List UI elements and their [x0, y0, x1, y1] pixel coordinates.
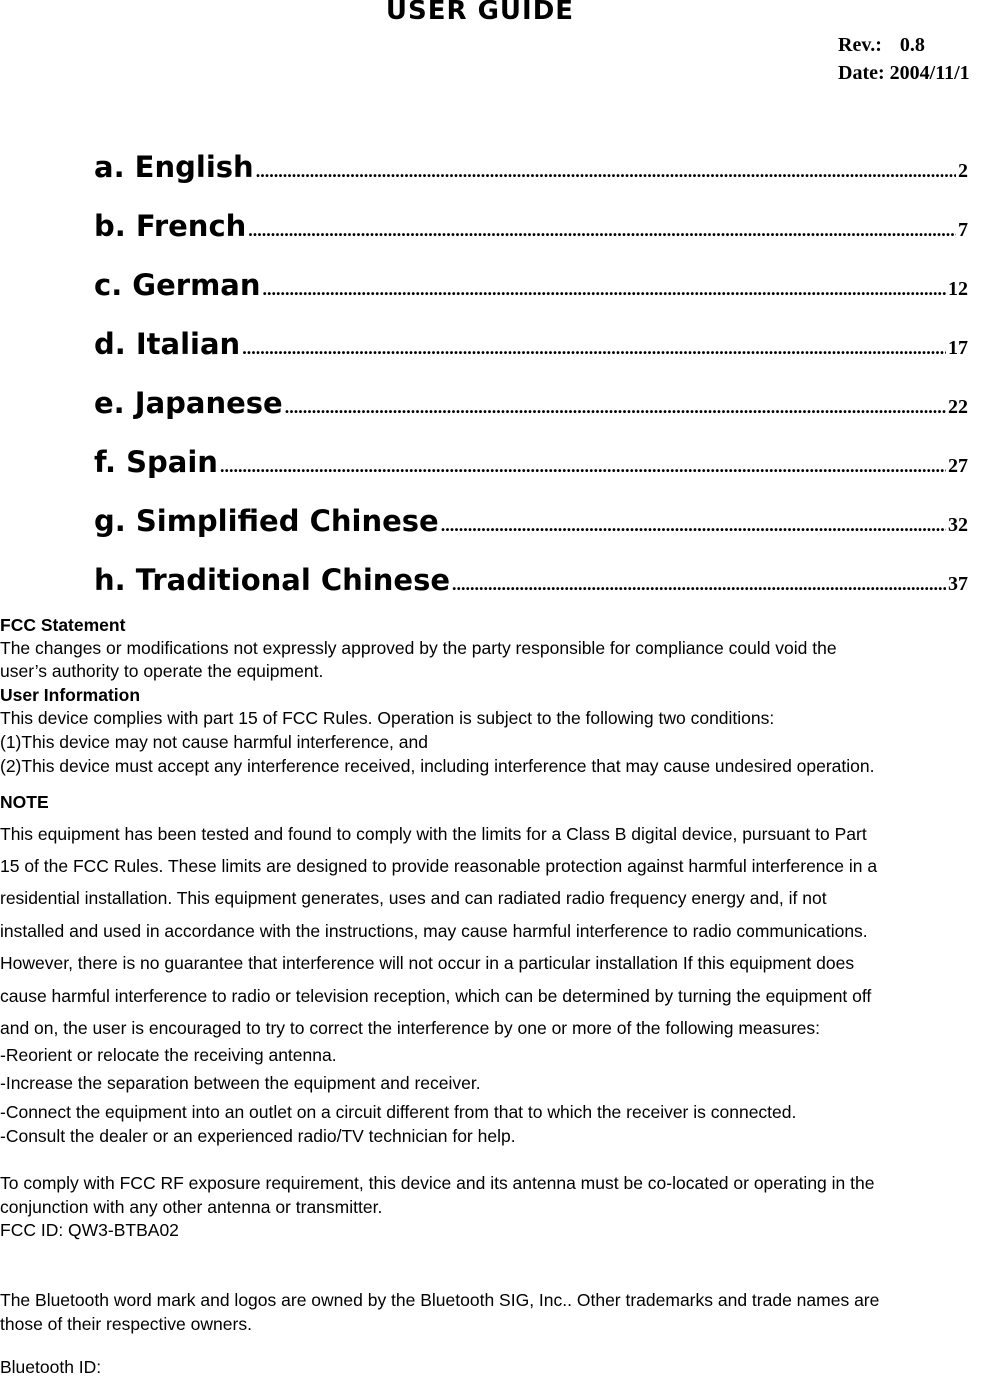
- toc-item-german[interactable]: c. German ..... 12: [94, 268, 968, 327]
- note-heading: NOTE: [0, 792, 49, 812]
- revision-value: 0.8: [899, 34, 925, 56]
- note-measure: -Consult the dealer or an experienced radio/TV technician for help.: [0, 1126, 516, 1146]
- note-measure: -Reorient or relocate the receiving antenna.: [0, 1045, 337, 1065]
- page-title: USER GUIDE: [385, 0, 575, 26]
- note-line: This equipment has been tested and found to comply with the limits for a Class B digital device, pursuant to Part: [0, 824, 867, 844]
- note-line: cause harmful interference to radio or television reception, which can be determined by turning the equipment off: [0, 986, 872, 1006]
- toc-item-traditional-chinese[interactable]: h. Traditional Chinese ..... 37: [94, 563, 968, 622]
- user-info-line: This device complies with part 15 of FCC Rules. Operation is subject to the following two conditions:: [0, 708, 775, 728]
- table-of-contents: [94, 150, 968, 622]
- toc-item-english[interactable]: a. English ..... 2: [94, 150, 968, 209]
- fcc-statement-heading: FCC Statement: [0, 615, 126, 635]
- note-measure: -Increase the separation between the equipment and receiver.: [0, 1073, 481, 1093]
- toc-item-japanese[interactable]: e. Japanese ..... 22: [94, 386, 968, 445]
- note-line: However, there is no guarantee that interference will not occur in a particular installation If this equipment does: [0, 953, 855, 973]
- note-line: 15 of the FCC Rules. These limits are designed to provide reasonable protection against harmful interference in a: [0, 856, 878, 876]
- document-date: Date: 2004/11/1: [838, 62, 970, 84]
- user-info-line: (2)This device must accept any interference received, including interference that may cause undesired operation.: [0, 756, 875, 776]
- note-line: installed and used in accordance with the instructions, may cause harmful interference to radio communications.: [0, 921, 868, 941]
- bluetooth-id: Bluetooth ID:: [0, 1357, 102, 1377]
- toc-item-spain[interactable]: f. Spain ..... 27: [94, 445, 968, 504]
- toc-item-italian[interactable]: d. Italian ..... 17: [94, 327, 968, 386]
- note-line: and on, the user is encouraged to try to correct the interference by one or more of the following measures:: [0, 1018, 821, 1038]
- rf-exposure-line: conjunction with any other antenna or transmitter.: [0, 1197, 383, 1217]
- note-measure: -Connect the equipment into an outlet on a circuit different from that to which the receiver is connected.: [0, 1102, 797, 1122]
- bluetooth-trademark-line: those of their respective owners.: [0, 1314, 252, 1334]
- fcc-id: FCC ID: QW3-BTBA02: [0, 1220, 179, 1240]
- revision-label: Rev.:: [838, 34, 882, 56]
- note-line: residential installation. This equipment generates, uses and can radiated radio frequency energy and, if not: [0, 888, 827, 908]
- rf-exposure-line: To comply with FCC RF exposure requirement, this device and its antenna must be co-located or operating in the: [0, 1173, 875, 1193]
- user-info-line: (1)This device may not cause harmful interference, and: [0, 732, 428, 752]
- toc-item-simplified-chinese[interactable]: g. Simplified Chinese ..... 32: [94, 504, 968, 563]
- bluetooth-trademark-line: The Bluetooth word mark and logos are owned by the Bluetooth SIG, Inc.. Other trademarks and trade names are: [0, 1290, 880, 1310]
- toc-item-french[interactable]: b. French ..... 7: [94, 209, 968, 268]
- fcc-statement-line: user’s authority to operate the equipment.: [0, 661, 324, 681]
- user-info-heading: User Information: [0, 685, 141, 705]
- revision: [838, 34, 925, 57]
- fcc-statement-line: The changes or modifications not expressly approved by the party responsible for compliance could void the: [0, 638, 837, 658]
